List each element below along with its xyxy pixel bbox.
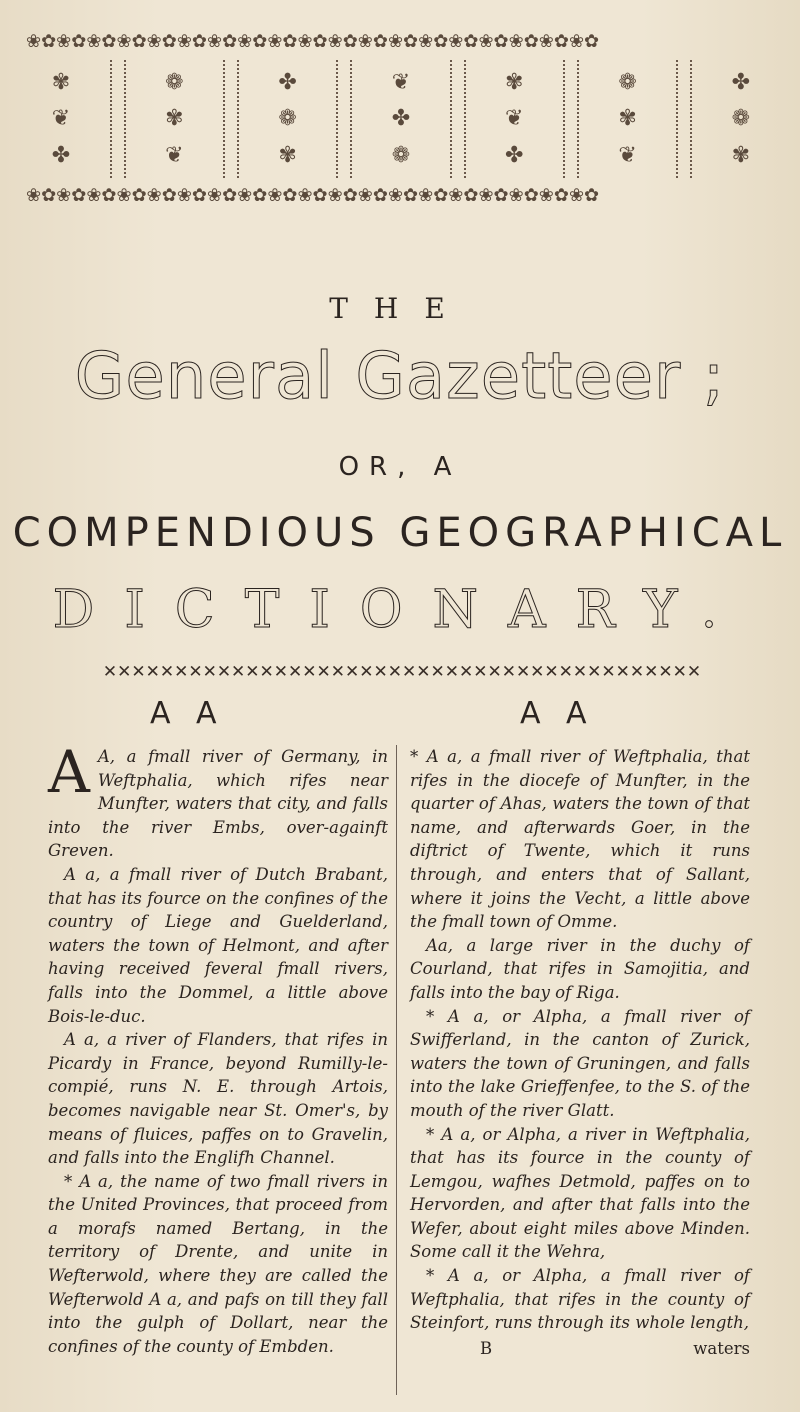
flower-icon: ✾ xyxy=(731,143,751,169)
flower-icon: ❁ xyxy=(618,69,637,95)
flower-icon: ❁ xyxy=(731,106,751,132)
entry: * A a, or Alpha, a fmall river of Swifferland, in the canton of Zurick, waters the town of Gruningen, and falls into the lake Grieffenfee, to the S. of the mouth of the river Glatt. xyxy=(410,1006,750,1120)
flower-icon: ✾ xyxy=(278,143,297,169)
flower-icon: ✾ xyxy=(165,106,184,132)
column-divider xyxy=(396,745,397,1395)
ornament-cell xyxy=(479,64,549,174)
entry: * A a, or Alpha, a river in Weftphalia, that has its fource in the county of Lemgou, wafhes Detmold, paffes on to Hervorden, and after that falls into the Wefer, about eight miles above Minden. Some call it the Wehra, xyxy=(410,1124,750,1262)
entry: * A a, the name of two fmall rivers in the United Provinces, that proceed from a morafs named Bertang, in the territory of Drente, and unite in Wefterwold, where they are called the Wefterwold A a, and pafs on till they fall into the gulph of Dollart, near the confines of the county of Embden. xyxy=(48,1171,388,1356)
flower-icon: ✤ xyxy=(391,106,411,132)
signature-row xyxy=(410,1337,750,1361)
ornamental-rule: ✕✕✕✕✕✕✕✕✕✕✕✕✕✕✕✕✕✕✕✕✕✕✕✕✕✕✕✕✕✕✕✕✕✕✕✕✕✕✕✕✕✕ xyxy=(102,662,702,682)
ornament-cell xyxy=(706,64,776,174)
entry: Aa, a large river in the duchy of Courland, that rifes in Samojitia, and falls into the bay of Riga. xyxy=(410,935,750,1002)
left-column-head: A A xyxy=(150,696,225,731)
flower-icon: ✤ xyxy=(51,143,71,169)
page-title: General Gazetteer ; xyxy=(74,340,726,414)
title-compendious: COMPENDIOUS GEOGRAPHICAL xyxy=(12,510,788,556)
flower-icon: ✤ xyxy=(278,69,297,95)
ornament-cell xyxy=(26,64,96,174)
entry: A a, a river of Flanders, that rifes in Picardy in France, beyond Rumilly-le-compié, runs N. E. through Artois, becomes navigable near St. Omer's, by means of fluices, paffes on to Gravelin, and falls into the Englifh Channel. xyxy=(48,1030,388,1168)
ornament-divider xyxy=(676,60,692,178)
flower-icon: ❦ xyxy=(505,106,524,132)
flower-icon: ❁ xyxy=(391,143,411,169)
ornament-cell xyxy=(253,64,323,174)
entry: A a, a fmall river of Dutch Brabant, that has its fource on the confines of the country of Liege and Guelderland, waters the town of Helmont, and after having received feveral fmall rivers, falls into the Dommel, a little above Bois-le-duc. xyxy=(48,864,388,1026)
ornament-divider xyxy=(450,60,466,178)
title-the: THE xyxy=(329,292,471,325)
flower-icon: ✾ xyxy=(618,106,637,132)
title-or: OR, A xyxy=(338,452,462,482)
flower-icon: ❦ xyxy=(391,69,411,95)
entry-text: A, a fmall river of Germany, in Weftphalia, which rifes near Munfter, waters that city, and falls into the river Embs, over-againft Greven. xyxy=(48,747,388,861)
flower-icon: ❦ xyxy=(165,143,184,169)
ornament-divider xyxy=(223,60,239,178)
ornament-cell xyxy=(366,64,436,174)
header-ornament xyxy=(26,28,776,210)
ornament-divider xyxy=(563,60,579,178)
ornament-cell xyxy=(593,64,663,174)
right-column-head: A A xyxy=(520,696,595,731)
entry xyxy=(48,738,388,863)
flower-icon: ❁ xyxy=(278,106,297,132)
flower-icon: ✤ xyxy=(505,143,524,169)
flower-icon: ✤ xyxy=(731,69,751,95)
ornament-band-top: ❀✿❀✿❀✿❀✿❀✿❀✿❀✿❀✿❀✿❀✿❀✿❀✿❀✿❀✿❀✿❀✿❀✿❀✿❀✿ xyxy=(26,31,600,52)
dropcap: A xyxy=(48,738,90,806)
flower-icon: ❦ xyxy=(51,106,71,132)
flower-icon: ❁ xyxy=(165,69,184,95)
entry: * A a, a fmall river of Weftphalia, that rifes in the diocefe of Munfter, in the quarter of Ahas, waters the town of that name, and afterwards Goer, in the diftrict of Twente, which it runs through, and enters that of Sallant, where it joins the Vecht, a little above the fmall town of Omme. xyxy=(410,747,750,932)
signature-mark: B xyxy=(480,1338,493,1358)
left-column xyxy=(48,738,388,1358)
ornament-cells xyxy=(26,58,776,180)
ornament-cell xyxy=(139,64,209,174)
ornament-divider xyxy=(336,60,352,178)
ornament-divider xyxy=(110,60,126,178)
entry: * A a, or Alpha, a fmall river of Weftphalia, that rifes in the county of Steinfort, runs through its whole length, xyxy=(410,1266,750,1333)
title-dictionary: DICTIONARY. xyxy=(52,580,748,640)
flower-icon: ✾ xyxy=(505,69,524,95)
flower-icon: ❦ xyxy=(618,143,637,169)
catchword: waters xyxy=(693,1338,750,1358)
ornament-band-bottom: ❀✿❀✿❀✿❀✿❀✿❀✿❀✿❀✿❀✿❀✿❀✿❀✿❀✿❀✿❀✿❀✿❀✿❀✿❀✿ xyxy=(26,185,600,206)
right-column xyxy=(410,745,750,1360)
flower-icon: ✾ xyxy=(51,69,71,95)
